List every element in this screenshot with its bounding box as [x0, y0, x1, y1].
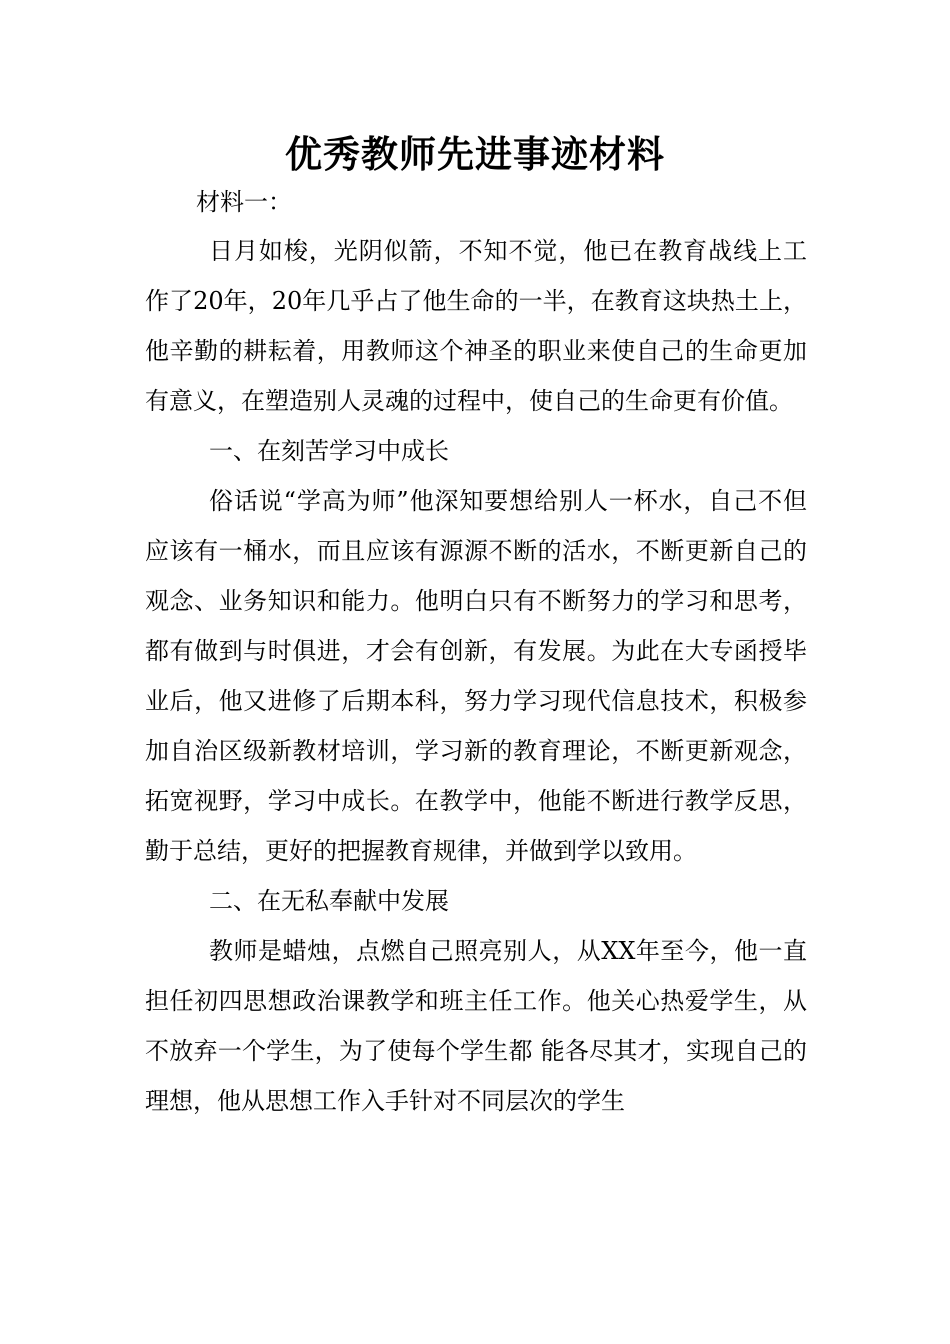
section-heading-1: 一、在刻苦学习中成长 [209, 437, 449, 465]
document-body [145, 226, 807, 1126]
document-title: 优秀教师先进事迹材料 [285, 132, 665, 176]
section-paragraph-2: 教师是蜡烛，点燃自己照亮别人，从XX年至今，他一直担任初四思想政治课教学和班主任工作。他关心热爱学生，从不放弃一个学生，为了使每个学生都 能各尽其才，实现自己的理想，他从思想工作入手针对不同层次的学生 [145, 937, 807, 1115]
intro-paragraph: 日月如梭，光阴似箭，不知不觉，他已在教育战线上工作了20年，20年几乎占了他生命的一半，在教育这块热土上，他辛勤的耕耘着，用教师这个神圣的职业来使自己的生命更加有意义，在塑造别人灵魂的过程中，使自己的生命更有价值。 [145, 237, 807, 415]
material-label: 材料一： [196, 188, 292, 216]
section-paragraph-1: 俗话说“学高为师”他深知要想给别人一杯水，自己不但应该有一桶水，而且应该有源源不断的活水，不断更新自己的观念、业务知识和能力。他明白只有不断努力的学习和思考，都有做到与时俱进，才会有创新，有发展。为此在大专函授毕业后，他又进修了后期本科，努力学习现代信息技术，积极参加自治区级新教材培训，学习新的教育理论，不断更新观念，拓宽视野，学习中成长。在教学中，他能不断进行教学反思，勤于总结，更好的把握教育规律，并做到学以致用。 [145, 487, 807, 865]
section-heading-2: 二、在无私奉献中发展 [209, 887, 449, 915]
